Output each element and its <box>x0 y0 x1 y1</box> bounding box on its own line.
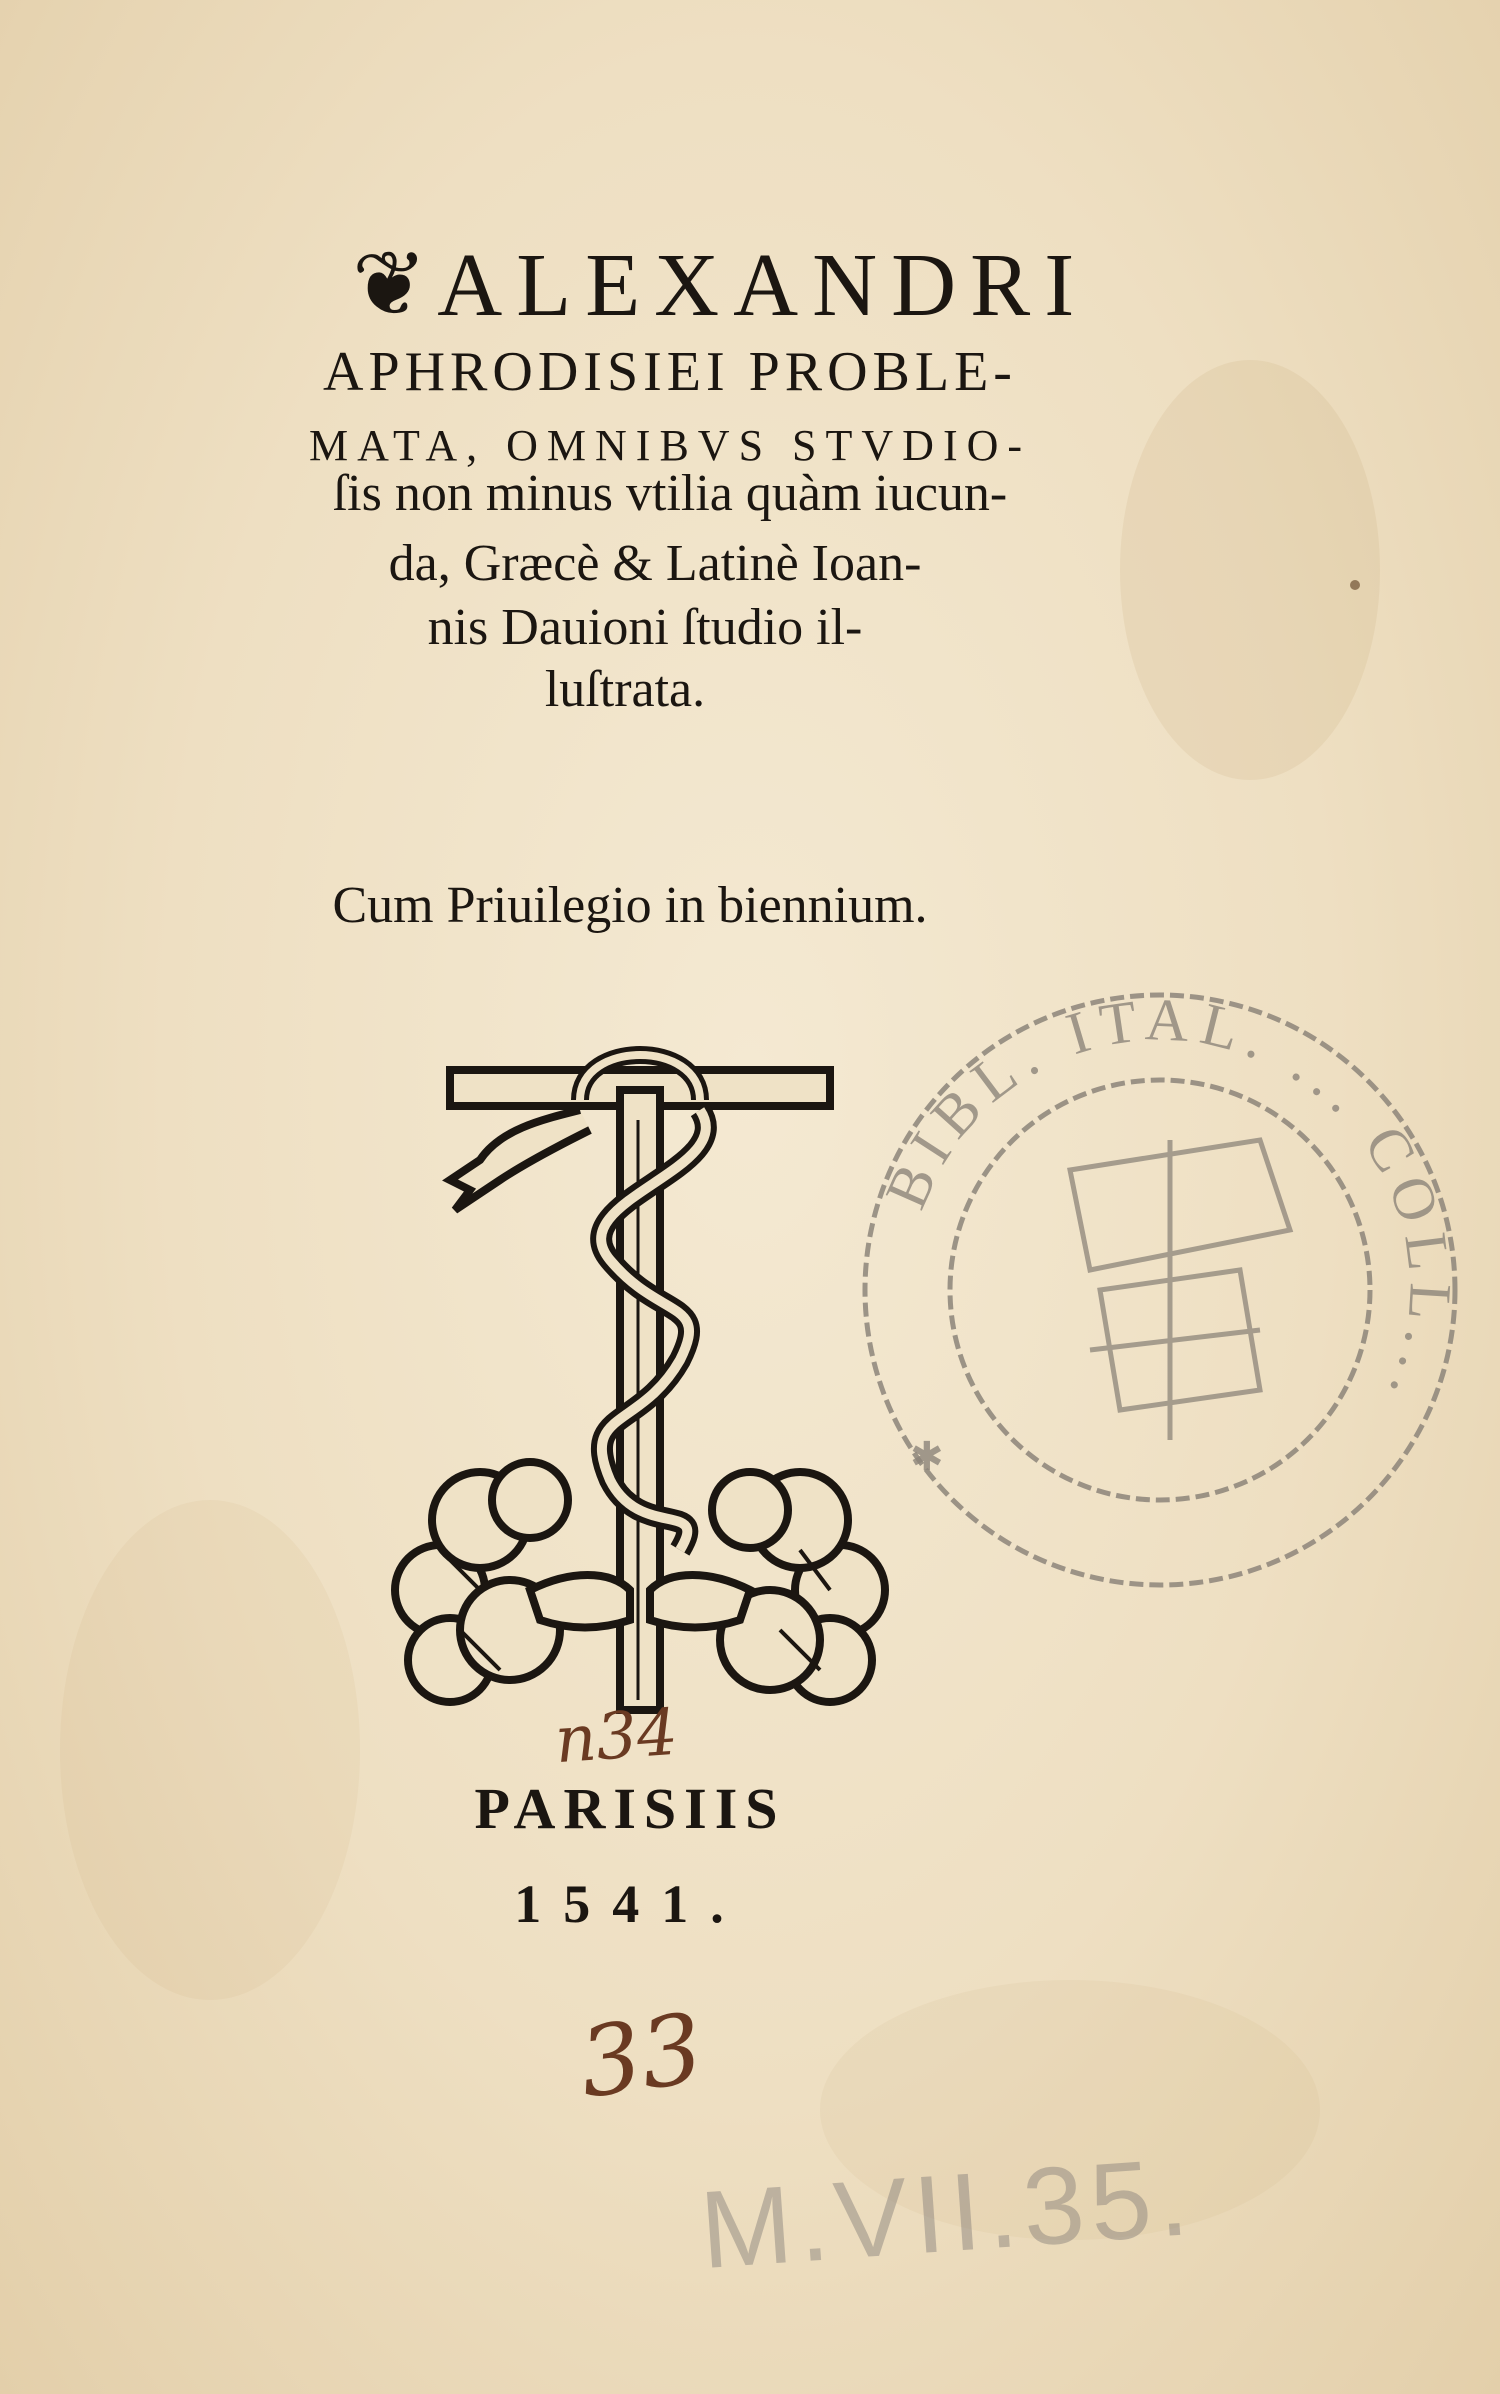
title-line-6: nis Dauioni ſtudio il- <box>427 599 863 656</box>
handwritten-number: n34 <box>552 1695 681 1779</box>
handwritten-folio: 33 <box>572 1992 710 2120</box>
stamp-text: BIBL. ITAL. ... COLL... <box>872 986 1464 1421</box>
privilege-line: Cum Priuilegio in biennium. <box>332 877 928 934</box>
title-line-5: da, Græcè & Latinè Ioan- <box>388 535 922 592</box>
title-line-2: APHRODISIEI PROBLE- <box>323 341 1017 403</box>
svg-text:✱: ✱ <box>910 1434 944 1480</box>
printer-device-icon <box>380 1030 900 1720</box>
title-line-1 <box>0 232 1470 337</box>
imprint-place: PARISIIS <box>474 1776 786 1841</box>
title-main: ALEXANDRI <box>437 236 1089 335</box>
fleuron-icon: ❦ <box>351 236 428 335</box>
imprint-year: 1541. <box>514 1874 746 1934</box>
title-line-4: ſis non minus vtilia quàm iucun- <box>332 465 1008 522</box>
title-line-7: luſtrata. <box>544 661 706 718</box>
shelfmark: M.VII.35. <box>696 2134 1198 2293</box>
title-line-3: MATA, OMNIBVS STVDIO- <box>308 421 1032 470</box>
foxing-spot <box>1350 580 1360 590</box>
library-stamp <box>840 970 1480 1610</box>
